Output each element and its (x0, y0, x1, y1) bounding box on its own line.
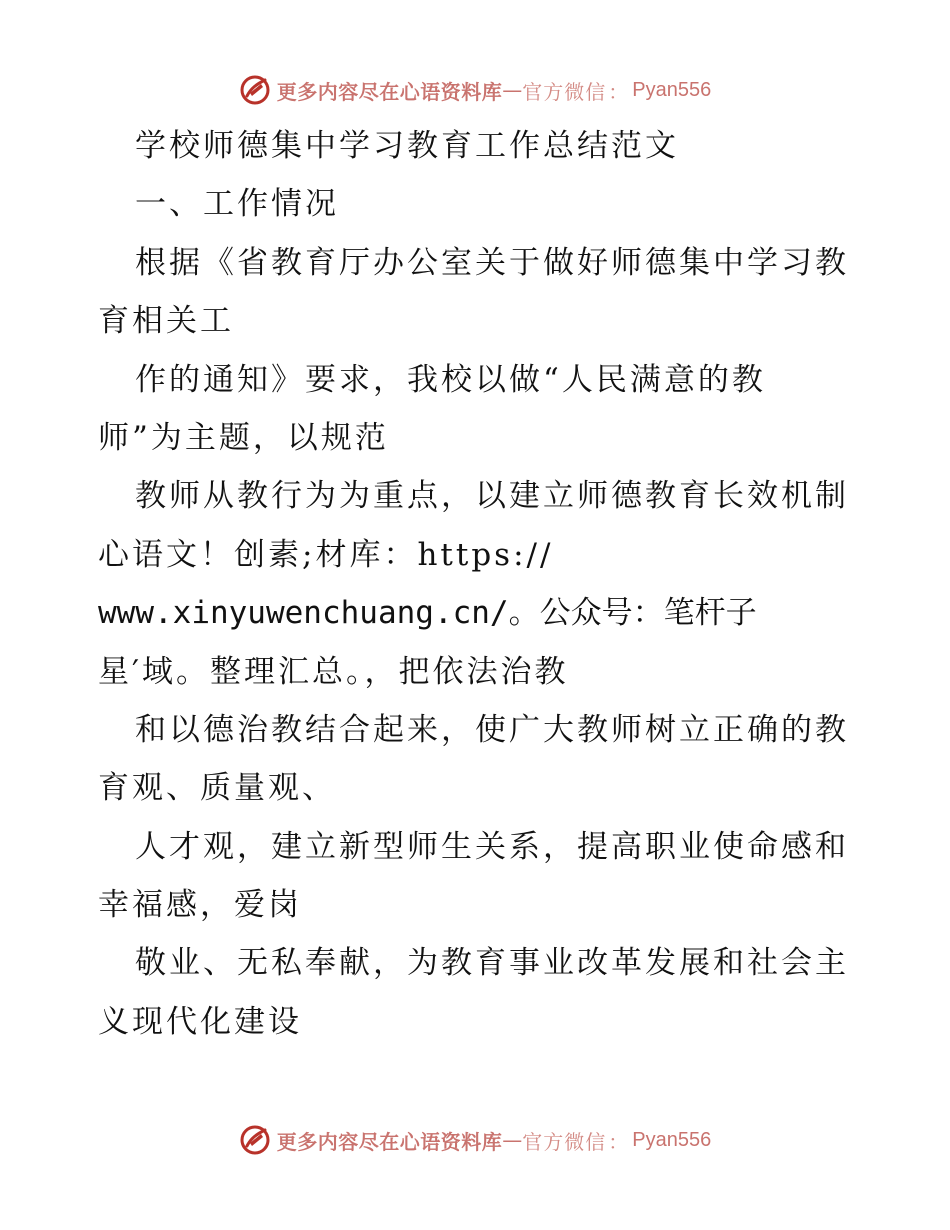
paragraph-line: 教师从教行为为重点，以建立师德教育长效机制 (135, 478, 849, 515)
paragraph-line: 根据《省教育厅办公室关于做好师德集中学习教 (135, 244, 849, 281)
paragraph-line: 敬业、无私奉献，为教育事业改革发展和社会主 (135, 945, 849, 982)
paragraph-line: 和以德治教结合起来，使广大教师树立正确的教 (135, 711, 849, 748)
footer-watermark-banner (0, 1120, 950, 1160)
banner-wechat-id: Pyan556 (632, 1128, 712, 1151)
banner-separator: ： (608, 79, 629, 104)
paragraph-line: 心语文！创素;材库：https:// (98, 536, 554, 573)
paragraph-line: 幸福感，爱岗 (98, 887, 302, 924)
paragraph-line: 作的通知》要求，我校以做“人民满意的教 (135, 361, 766, 398)
banner-main-text: 更多内容尽在心语资料库 (276, 79, 503, 104)
header-watermark-banner (0, 70, 950, 110)
banner-wechat-label: 官方微信 (522, 79, 607, 104)
paragraph-line: 义现代化建设 (98, 1003, 302, 1040)
paragraph-line: www.xinyuwenchuang.cn/。公众号：笔杆子 (98, 595, 757, 632)
banner-wechat-label: 官方微信 (522, 1129, 607, 1154)
paragraph-line: 师”为主题，以规范 (98, 419, 389, 456)
paragraph-line: 星′域。整理汇总。，把依法治教 (98, 653, 569, 690)
paragraph-line: 育观、质量观、 (98, 770, 336, 807)
brand-logo-icon (239, 74, 271, 106)
banner-main-text: 更多内容尽在心语资料库 (276, 1129, 503, 1154)
document-body (98, 117, 858, 1051)
banner-wechat-id: Pyan556 (632, 78, 712, 101)
banner-separator: ： (608, 1129, 629, 1154)
paragraph-line: 人才观，建立新型师生关系，提高职业使命感和 (135, 828, 849, 865)
banner-dash: — (502, 78, 523, 102)
paragraph-line: 育相关工 (98, 303, 234, 340)
brand-logo-icon (239, 1124, 271, 1156)
section-heading: 一、工作情况 (135, 186, 339, 223)
banner-dash: — (502, 1128, 523, 1152)
document-title: 学校师德集中学习教育工作总结范文 (135, 128, 679, 164)
